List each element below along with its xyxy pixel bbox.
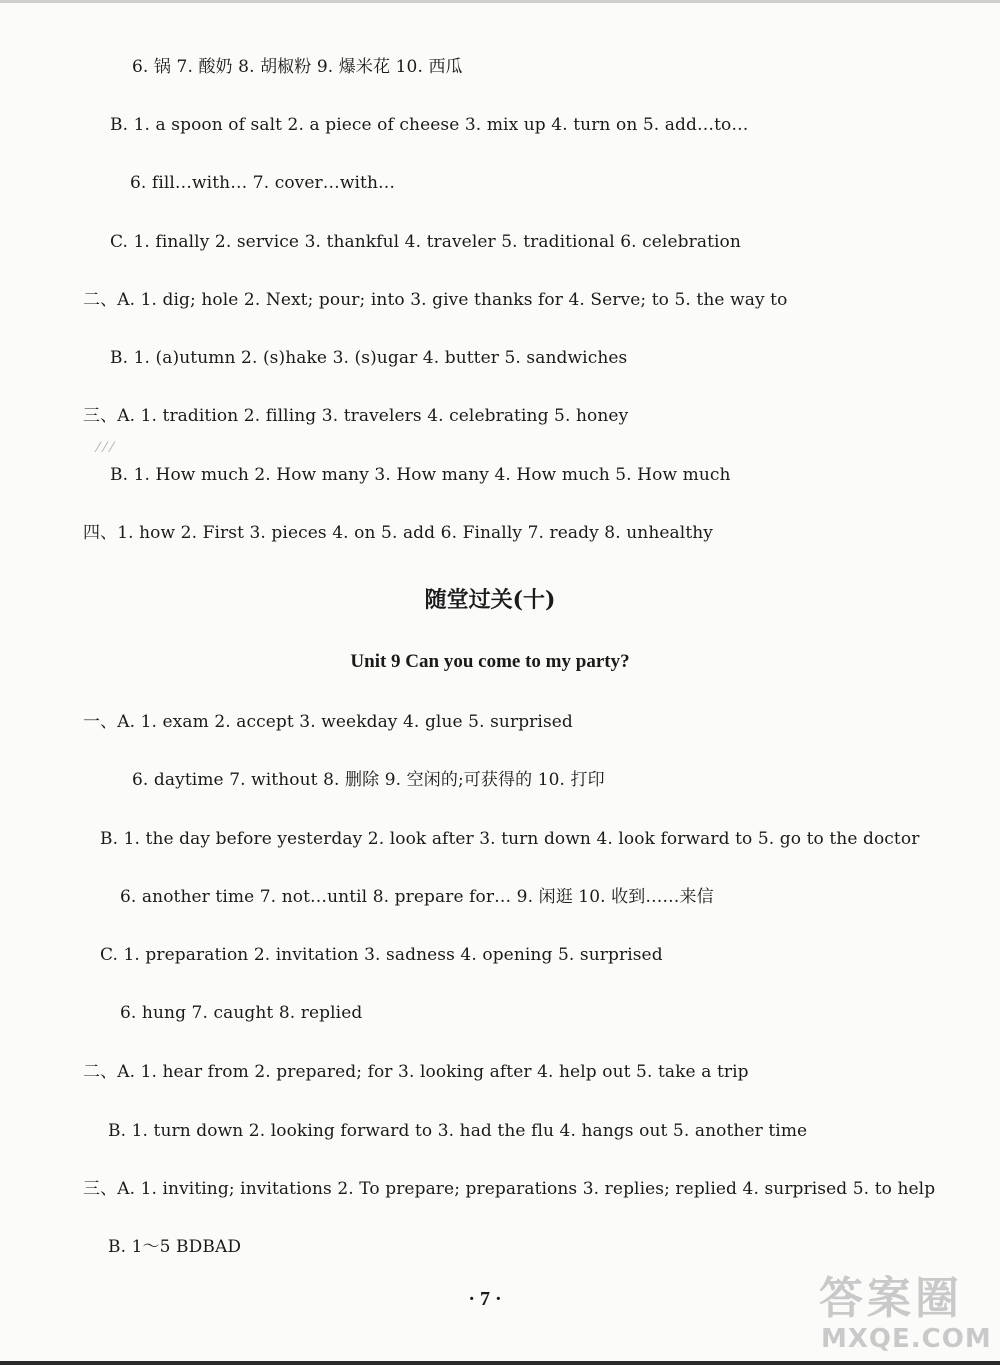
answer-line: 二、A. 1. hear from 2. prepared; for 3. looking after 4. help out 5. take a trip <box>83 1062 749 1082</box>
answer-line: 三、A. 1. inviting; invitations 2. To prepare; preparations 3. replies; replied 4. surprised 5. to help <box>83 1179 936 1199</box>
answer-line: C. 1. preparation 2. invitation 3. sadness 4. opening 5. surprised <box>100 945 663 965</box>
answer-line: C. 1. finally 2. service 3. thankful 4. traveler 5. traditional 6. celebration <box>110 232 741 252</box>
answer-line: B. 1. (a)utumn 2. (s)hake 3. (s)ugar 4. butter 5. sandwiches <box>110 348 628 368</box>
section-title: 随堂过关(十) <box>424 587 556 613</box>
answer-line: 三、A. 1. tradition 2. filling 3. travelers 4. celebrating 5. honey <box>83 406 629 426</box>
answer-line: B. 1. How much 2. How many 3. How many 4. How much 5. How much <box>110 465 731 485</box>
bottom-rule <box>0 1361 1000 1365</box>
answer-line: 6. another time 7. not…until 8. prepare for… 9. 闲逛 10. 收到……来信 <box>120 887 714 907</box>
unit-subtitle: Unit 9 Can you come to my party? <box>350 651 630 672</box>
smudge-mark: ⁄ ⁄ ⁄ <box>97 440 113 456</box>
answer-line: 一、A. 1. exam 2. accept 3. weekday 4. glue 5. surprised <box>83 712 573 732</box>
answer-line: B. 1. the day before yesterday 2. look after 3. turn down 4. look forward to 5. go to the doctor <box>100 829 920 849</box>
answer-line: 二、A. 1. dig; hole 2. Next; pour; into 3. give thanks for 4. Serve; to 5. the way to <box>83 290 788 310</box>
watermark-text: 答案圈 <box>819 1273 963 1324</box>
watermark-logo <box>815 1262 995 1362</box>
answer-line: 6. 锅 7. 酸奶 8. 胡椒粉 9. 爆米花 10. 西瓜 <box>132 57 463 77</box>
top-rule <box>0 0 1000 3</box>
answer-line: 6. hung 7. caught 8. replied <box>120 1003 363 1023</box>
watermark-url: MXQE.COM <box>821 1324 992 1354</box>
answer-line: 四、1. how 2. First 3. pieces 4. on 5. add 6. Finally 7. ready 8. unhealthy <box>83 523 713 543</box>
page-number: · 7 · <box>468 1288 502 1310</box>
answer-line: B. 1～5 BDBAD <box>108 1237 242 1257</box>
answer-line: B. 1. a spoon of salt 2. a piece of cheese 3. mix up 4. turn on 5. add…to… <box>110 115 749 135</box>
answer-line: 6. daytime 7. without 8. 删除 9. 空闲的;可获得的 10. 打印 <box>132 770 605 790</box>
answer-line: B. 1. turn down 2. looking forward to 3. had the flu 4. hangs out 5. another time <box>108 1121 808 1141</box>
answer-line: 6. fill…with… 7. cover…with… <box>130 173 396 193</box>
